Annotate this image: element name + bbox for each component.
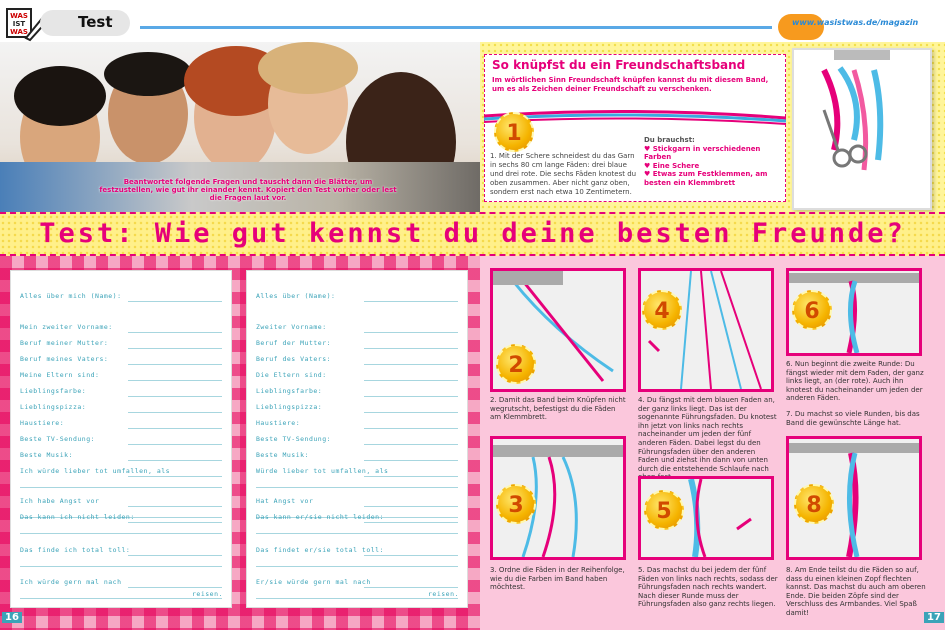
question-label: Lieblingspizza: (256, 403, 323, 411)
answer-line[interactable] (20, 487, 222, 488)
answer-line[interactable] (20, 566, 222, 567)
question-label: Beste Musik: (20, 451, 73, 459)
answer-line[interactable] (364, 348, 458, 349)
answer-line[interactable] (256, 598, 458, 599)
page-number-left: 16 (2, 612, 22, 623)
instructions-title: So knüpfst du ein Freundschaftsband (492, 58, 746, 72)
answer-line[interactable] (364, 587, 458, 588)
answer-line[interactable] (128, 555, 222, 556)
answer-line[interactable] (128, 380, 222, 381)
question-label: Meine Eltern sind: (20, 371, 100, 379)
scissors-and-yarn-image (794, 50, 930, 208)
instructions-intro: Im wörtlichen Sinn Freundschaft knüpfen kannst du mit diesem Band, um es als Zeichen deiner Freundschaft zu verschenken. (492, 76, 769, 93)
answer-line[interactable] (256, 533, 458, 534)
question-label: Beruf meiner Mutter: (20, 339, 109, 347)
question-label: Haustiere: (20, 419, 65, 427)
answer-line[interactable] (256, 566, 458, 567)
question-label: Das kann ich nicht leiden: (20, 513, 135, 521)
divider (472, 26, 772, 29)
step-number-badge: 4 (642, 290, 682, 330)
question-label: Beste Musik: (256, 451, 309, 459)
step-number-badge: 2 (496, 344, 536, 384)
question-label: Zweiter Vorname: (256, 323, 327, 331)
step-text: 7. Du machst so viele Runden, bis das Band die gewünschte Länge hat. (786, 410, 920, 427)
question-label: reisen. (428, 590, 459, 598)
materials-list (644, 136, 782, 187)
page-number-right: 17 (924, 612, 944, 623)
answer-line[interactable] (364, 460, 458, 461)
question-label: Ich würde lieber tot umfallen, als (20, 467, 171, 475)
clipboard-image (792, 48, 932, 210)
answer-line[interactable] (128, 428, 222, 429)
question-label: Die Eltern sind: (256, 371, 327, 379)
question-label: Das kann er/sie nicht leiden: (256, 513, 384, 521)
question-label: Das finde ich total toll: (20, 546, 131, 554)
step-photo (638, 268, 774, 392)
question-label: Beruf des Vaters: (256, 355, 332, 363)
answer-line[interactable] (128, 364, 222, 365)
question-label: Er/sie würde gern mal nach (256, 578, 371, 586)
question-label: Das findet er/sie total toll: (256, 546, 384, 554)
section-tab: Test (40, 10, 130, 36)
list-item: ♥ Stickgarn in verschiedenen Farben (644, 144, 761, 161)
step-text: 4. Du fängst mit dem blauen Faden an, der ganz links liegt. Das ist der sogenannte Führungsfaden. Du knotest ihn jetzt von links nach rechts nacheinander um jeden der fünf anderen Fäden. Dabei legst du den Führungsfaden über den anderen Faden und ziehst ihn dann von unten durch die entstehende Schlaufe nach (638, 396, 777, 473)
question-label: Lieblingspizza: (20, 403, 87, 411)
answer-line[interactable] (364, 332, 458, 333)
answer-line[interactable] (364, 506, 458, 507)
divider (140, 26, 472, 29)
question-label: Beste TV-Sendung: (20, 435, 96, 443)
question-label: Würde lieber tot umfallen, als (256, 467, 389, 475)
list-item: ♥ Eine Schere (644, 161, 700, 170)
question-label: Lieblingsfarbe: (20, 387, 87, 395)
website-url: www.wasistwas.de/magazin (792, 18, 919, 27)
question-label: Hat Angst vor (256, 497, 314, 505)
page-title: Test: Wie gut kennst du deine besten Freunde? (39, 218, 906, 249)
logo-text: WAS (10, 28, 28, 36)
question-label: Lieblingsfarbe: (256, 387, 323, 395)
list-item: ♥ Etwas zum Festklemmen, am besten ein Klemmbrett (644, 170, 768, 187)
answer-line[interactable] (128, 301, 222, 302)
answer-line[interactable] (364, 555, 458, 556)
step-text: 2. Damit das Band beim Knüpfen nicht wegrutscht, befestigst du die Fäden am Klemmbrett. (490, 396, 626, 422)
answer-line[interactable] (20, 533, 222, 534)
answer-line[interactable] (20, 598, 222, 599)
step-text: 1. Mit der Schere schneidest du das Garn in sechs 80 cm lange Fäden: drei blaue und drei rote. Die sechs Fäden knotest du oben zusammen. Aber nicht ganz oben, sondern erst nach etwa 10 Zentimetern. (490, 152, 637, 196)
answer-line[interactable] (364, 522, 458, 523)
answer-line[interactable] (364, 444, 458, 445)
question-label: Beste TV-Sendung: (256, 435, 332, 443)
answer-line[interactable] (256, 487, 458, 488)
answer-line[interactable] (128, 444, 222, 445)
answer-line[interactable] (128, 396, 222, 397)
step-number-badge: 6 (792, 290, 832, 330)
step-text: 8. Am Ende teilst du die Fäden so auf, dass du einen kleinen Zopf flechten kannst. Das machst du auch am oberen Ende. Die beiden Zöpfe sind der Verschluss des Armbandes. Viel Spaß damit! (786, 566, 926, 617)
step-text: 3. Ordne die Fäden in der Reihenfolge, wie du die Farben im Band haben möchtest. (490, 566, 625, 592)
answer-line[interactable] (364, 428, 458, 429)
step-text: 5. Das machst du bei jedem der fünf Fäden von links nach rechts, sodass der Führungsfaden nach rechts wandert. Nach dieser Runde muss der Führungsfaden also ganz rechts liegen. (638, 566, 778, 609)
answer-line[interactable] (364, 412, 458, 413)
step-number-badge: 5 (644, 490, 684, 530)
logo-text: WAS (10, 12, 28, 20)
answer-line[interactable] (364, 396, 458, 397)
answer-line[interactable] (364, 476, 458, 477)
logo-text: IST (12, 20, 26, 28)
answer-line[interactable] (128, 522, 222, 523)
question-label: Alles über (Name): (256, 292, 336, 300)
answer-line[interactable] (364, 301, 458, 302)
answer-line[interactable] (128, 506, 222, 507)
answer-line[interactable] (128, 412, 222, 413)
answer-line[interactable] (364, 380, 458, 381)
answer-line[interactable] (364, 364, 458, 365)
question-label: Mein zweiter Vorname: (20, 323, 113, 331)
step-number-badge: 3 (496, 484, 536, 524)
question-label: Beruf meines Vaters: (20, 355, 109, 363)
materials-title: Du brauchst: (644, 136, 695, 144)
answer-line[interactable] (128, 460, 222, 461)
question-label: reisen. (192, 590, 223, 598)
step-text: 6. Nun beginnt die zweite Runde: Du fängst wieder mit dem Faden, der ganz links liegt, an (der rote). Auch ihn knotest du nacheinander um jeden der anderen Fäden. (786, 360, 924, 403)
step-number-badge: 8 (794, 484, 834, 524)
question-label: Haustiere: (256, 419, 301, 427)
answer-line[interactable] (128, 587, 222, 588)
photo-caption: Beantwortet folgende Fragen und tauscht dann die Blätter, um festzustellen, wie gut ihr einander kennt. Kopiert den Test vorher oder lest die Fragen laut vor. (99, 178, 397, 202)
answer-line[interactable] (128, 332, 222, 333)
step-number-badge: 1 (494, 112, 534, 152)
question-label: Ich habe Angst vor (20, 497, 100, 505)
list-item-text: Stickgarn in verschiedenen Farben (644, 144, 761, 161)
list-item-text: Eine Schere (652, 161, 700, 170)
question-label: Ich würde gern mal nach (20, 578, 122, 586)
question-label: Alles über mich (Name): (20, 292, 122, 300)
question-label: Beruf der Mutter: (256, 339, 332, 347)
answer-line[interactable] (128, 348, 222, 349)
answer-line[interactable] (128, 476, 222, 477)
list-item-text: Etwas zum Festklemmen, am besten ein Klemmbrett (644, 170, 768, 187)
